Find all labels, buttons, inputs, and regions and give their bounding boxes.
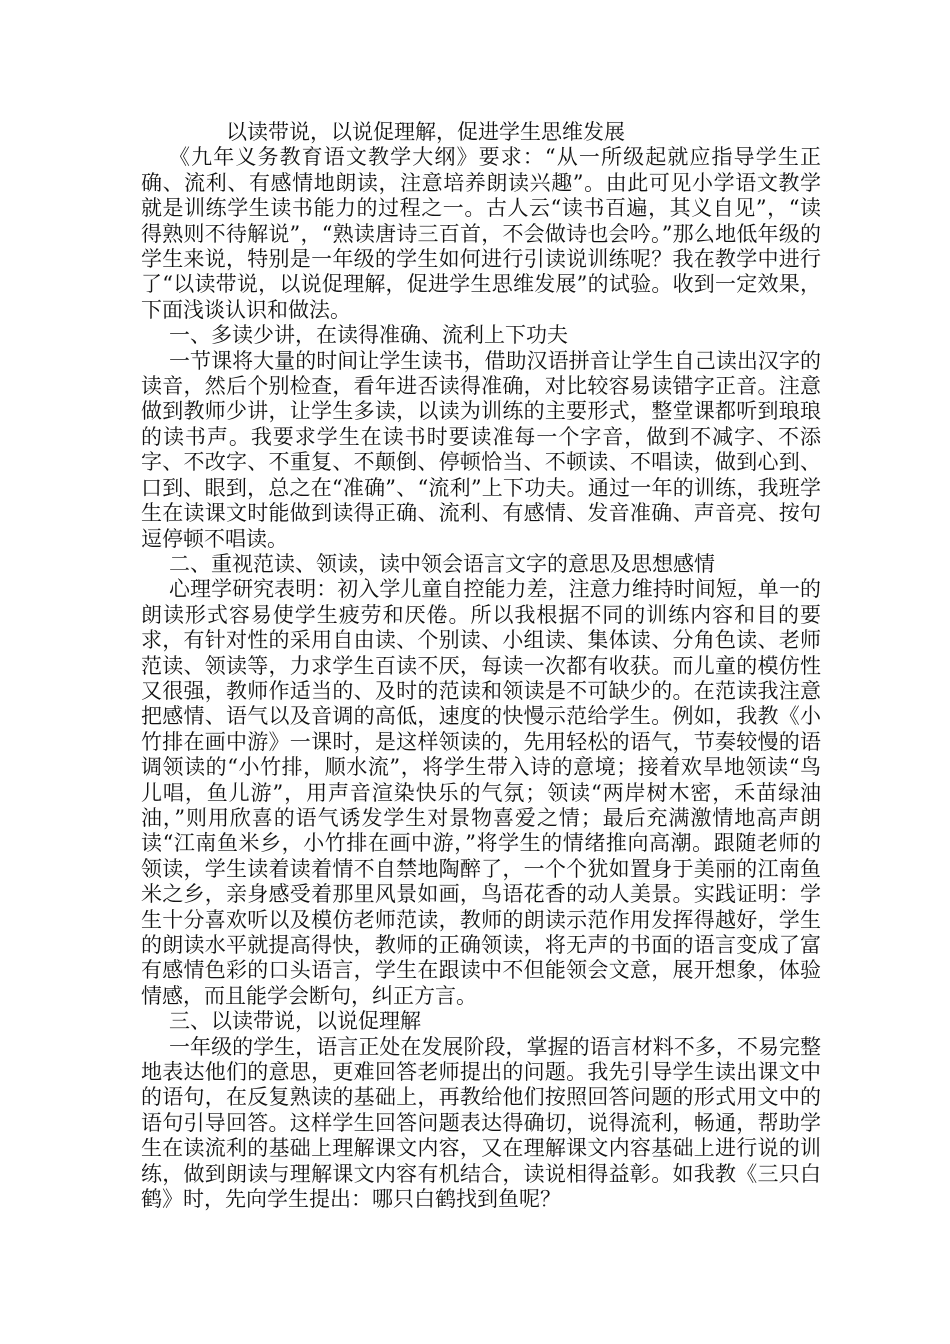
section-heading-3: 三、以读带说，以说促理解 <box>169 1009 421 1034</box>
section-body-1: 一节课将大量的时间让学生读书，借助汉语拼音让学生自己读出汉字的读音，然后个别检查，看年进否读得准确，对比较容易读错字正音。注意做到教师少讲，让学生多读，以读为训练的主要形式，整堂课都听到琅琅的读书声。我要求学生在读书时要读准每一个字音，做到不减字、不添字、不改字、不重复、不颠倒、停顿恰当、不顿读、不唱读，做到心到、口到、眼到，总之在“准确”、“流利”上下功夫。通过一年的训练，我班学生在读课文时能做到读得正确、流利、有感情、发音准确、声音亮、按句逗停顿不唱读。 <box>141 348 821 551</box>
section-heading-1: 一、多读少讲，在读得准确、流利上下功夫 <box>169 323 568 348</box>
document-body <box>141 120 821 1212</box>
section-body-2: 心理学研究表明：初入学儿童自控能力差，注意力维持时间短，单一的朗读形式容易使学生疲劳和厌倦。所以我根据不同的训练内容和目的要求，有针对性的采用自由读、个别读、小组读、集体读、分角色读、老师范读、领读等，力求学生百读不厌，每读一次都有收获。而儿童的模仿性又很强，教师作适当的、及时的范读和领读是不可缺少的。在范读我注意把感情、语气以及音调的高低，速度的快慢示范给学生。例如，我教《小竹排在画中游》一课时，是这样领读的，先用轻松的语气，节奏较慢的语调领读的“小竹排，顺水流”，将学生带入诗的意境；接着欢旱地领读“鸟儿唱，鱼儿游”，用声音渲染快乐的气氛；领读“两岸树木密，禾苗绿油油，”则用欣喜的语气诱发学生对景物喜爱之情；最后充满激情地高声朗读“江南鱼米乡，小竹排在画中游，”将学生的情绪推向高潮。跟随老师的领读，学生读着读着情不自禁地陶醉了，一个个犹如置身于美丽的江南鱼米之乡，亲身感受着那里风景如画，鸟语花香的动人美景。实践证明：学生十分喜欢听以及模仿老师范读，教师的朗读示范作用发挥得越好，学生的朗读水平就提高得快，教师的正确领读，将无声的书面的语言变成了富有感情色彩的口头语言，学生在跟读中不但能领会文意，展开想象，体验情感，而且能学会断句，纠正方言。 <box>141 577 821 1008</box>
document-title: 以读带说，以说促理解，促进学生思维发展 <box>226 120 625 144</box>
intro-paragraph: 《九年义务教育语文教学大纲》要求：“从一所级起就应指导学生正确、流利、有感情地朗读，注意培养朗读兴趣”。由此可见小学语文教学就是训练学生读书能力的过程之一。古人云“读书百遍，其义自见”，“读得熟则不待解说”，“熟读唐诗三百首，不会做诗也会吟。”那么地低年级的学生来说，特别是一年级的学生如何进行引读说训练呢？我在教学中进行了“以读带说，以说促理解，促进学生思维发展”的试验。收到一定效果，下面浅谈认识和做法。 <box>141 145 821 322</box>
section-heading-2: 二、重视范读、领读，读中领会语言文字的意思及思想感情 <box>169 551 715 576</box>
section-body-3: 一年级的学生，语言正处在发展阶段，掌握的语言材料不多，不易完整地表达他们的意思，更难回答老师提出的问题。我先引导学生读出课文中的语句，在反复熟读的基础上，再教给他们按照回答问题的形式用文中的语句引导回答。这样学生回答问题表达得确切，说得流利，畅通，帮助学生在读流利的基础上理解课文内容，又在理解课文内容基础上进行说的训练，做到朗读与理解课文内容有机结合，读说相得益彰。如我教《三只白鹤》时，先向学生提出：哪只白鹤找到鱼呢？ <box>141 1034 821 1212</box>
